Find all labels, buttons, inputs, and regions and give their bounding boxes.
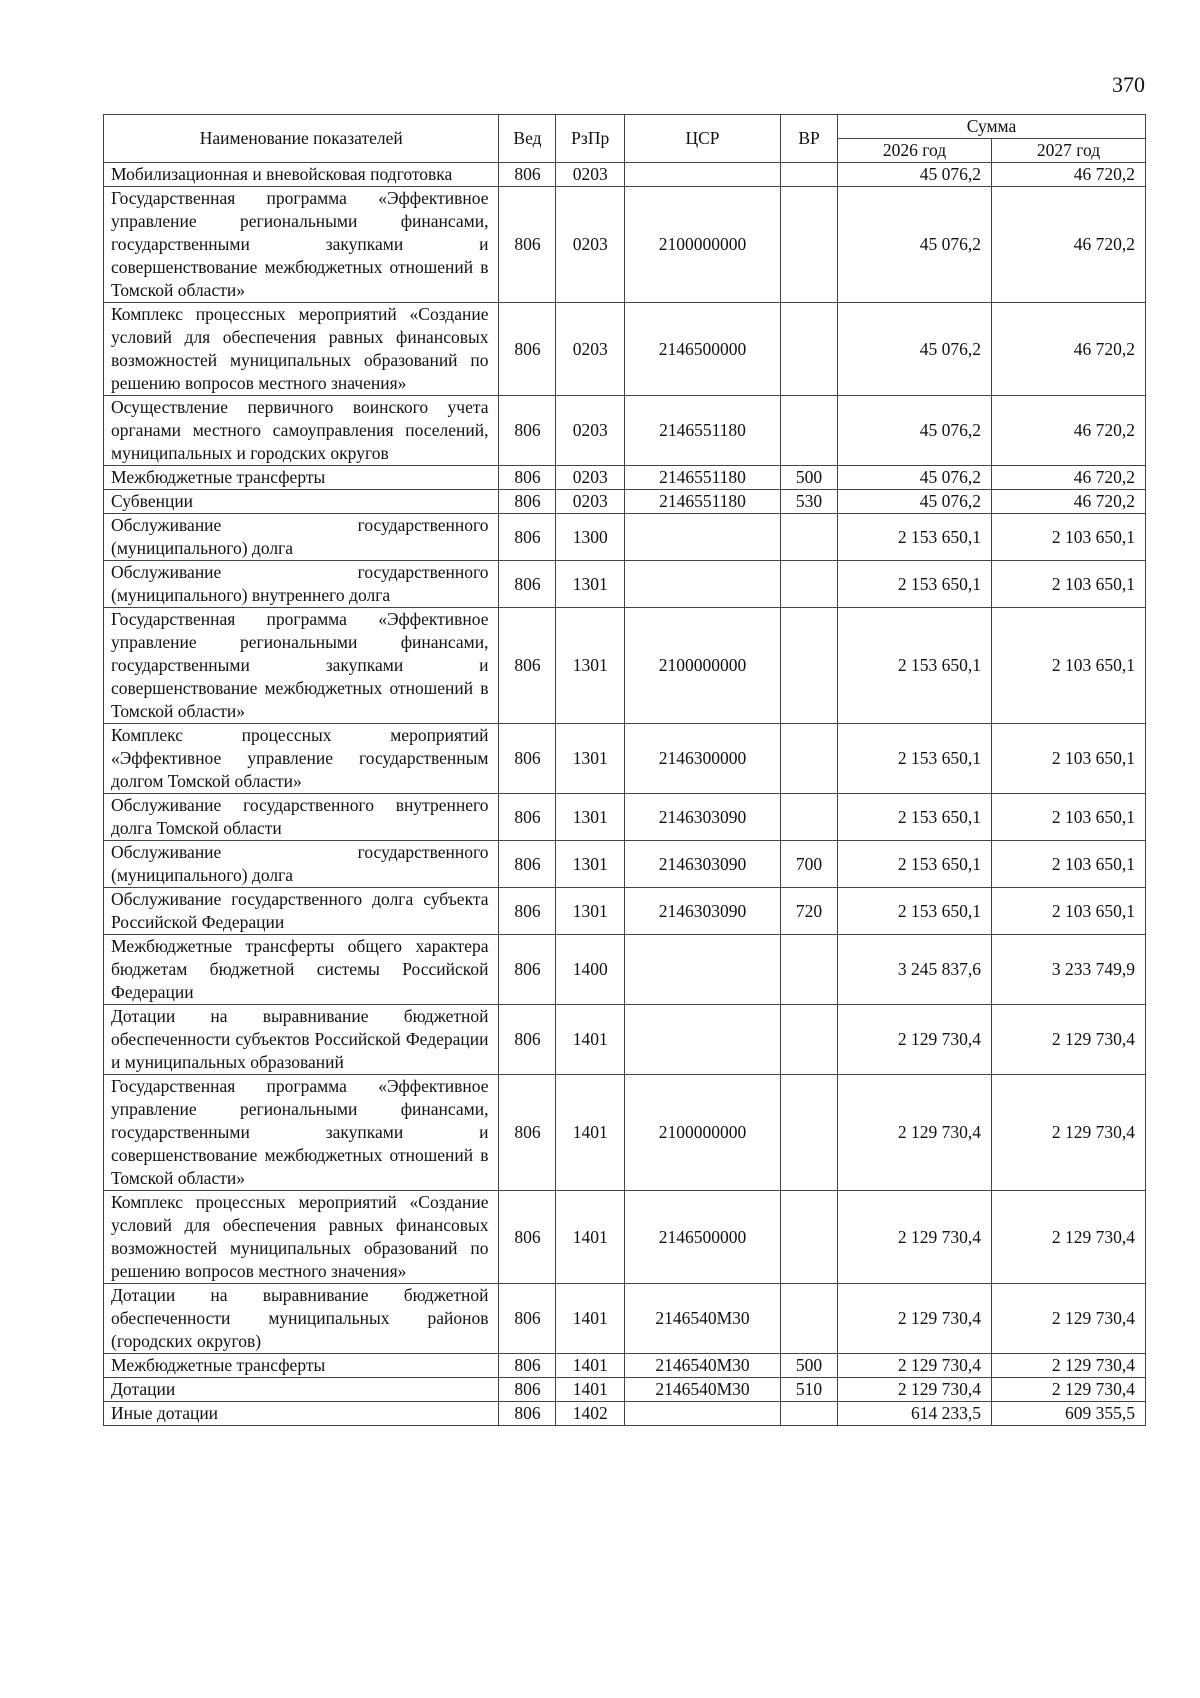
cell-rzpr: 1301 <box>556 794 625 841</box>
cell-name: Комплекс процессных мероприятий «Создание условий для обеспечения равных финансовых возможностей муниципальных образований по решению вопросов местного значения» <box>104 303 499 396</box>
table-row <box>104 1284 1146 1354</box>
cell-vr <box>781 724 838 794</box>
table-row <box>104 841 1146 888</box>
table-row <box>104 888 1146 935</box>
header-vr: ВР <box>781 115 838 163</box>
table-row <box>104 303 1146 396</box>
cell-name: Межбюджетные трансферты общего характера бюджетам бюджетной системы Российской Федерации <box>104 935 499 1005</box>
table-row <box>104 1378 1146 1402</box>
cell-sum-2027: 46 720,2 <box>991 490 1145 514</box>
cell-sum-2027: 46 720,2 <box>991 163 1145 187</box>
cell-sum-2027: 2 129 730,4 <box>991 1354 1145 1378</box>
cell-ved: 806 <box>499 396 556 466</box>
cell-ved: 806 <box>499 187 556 303</box>
table-row <box>104 466 1146 490</box>
cell-sum-2027: 2 103 650,1 <box>991 794 1145 841</box>
cell-sum-2026: 45 076,2 <box>837 466 991 490</box>
cell-name: Государственная программа «Эффективное управление региональными финансами, государственными закупками и совершенствование межбюджетных отношений в Томской области» <box>104 608 499 724</box>
cell-name: Субвенции <box>104 490 499 514</box>
cell-sum-2026: 2 153 650,1 <box>837 561 991 608</box>
cell-rzpr: 1300 <box>556 514 625 561</box>
cell-ved: 806 <box>499 1005 556 1075</box>
cell-vr <box>781 1402 838 1426</box>
cell-csr: 2146500000 <box>624 1191 780 1284</box>
cell-csr: 2146303090 <box>624 888 780 935</box>
cell-ved: 806 <box>499 794 556 841</box>
cell-rzpr: 0203 <box>556 163 625 187</box>
cell-name: Дотации на выравнивание бюджетной обеспеченности муниципальных районов (городских округов) <box>104 1284 499 1354</box>
cell-rzpr: 1301 <box>556 724 625 794</box>
table-row <box>104 1005 1146 1075</box>
cell-rzpr: 0203 <box>556 303 625 396</box>
cell-sum-2026: 2 129 730,4 <box>837 1005 991 1075</box>
cell-vr: 510 <box>781 1378 838 1402</box>
cell-ved: 806 <box>499 561 556 608</box>
cell-rzpr: 1301 <box>556 841 625 888</box>
table-row <box>104 396 1146 466</box>
table-row <box>104 163 1146 187</box>
table-row <box>104 1354 1146 1378</box>
table-row <box>104 724 1146 794</box>
cell-sum-2026: 2 129 730,4 <box>837 1284 991 1354</box>
cell-name: Обслуживание государственного (муниципального) долга <box>104 514 499 561</box>
cell-vr: 500 <box>781 1354 838 1378</box>
cell-name: Комплекс процессных мероприятий «Эффективное управление государственным долгом Томской области» <box>104 724 499 794</box>
cell-vr <box>781 561 838 608</box>
cell-sum-2026: 2 153 650,1 <box>837 608 991 724</box>
cell-sum-2026: 2 153 650,1 <box>837 514 991 561</box>
cell-csr: 2146300000 <box>624 724 780 794</box>
header-name: Наименование показателей <box>104 115 499 163</box>
cell-rzpr: 1301 <box>556 608 625 724</box>
cell-name: Государственная программа «Эффективное управление региональными финансами, государственными закупками и совершенствование межбюджетных отношений в Томской области» <box>104 1075 499 1191</box>
cell-sum-2026: 3 245 837,6 <box>837 935 991 1005</box>
cell-rzpr: 1401 <box>556 1354 625 1378</box>
cell-sum-2027: 2 129 730,4 <box>991 1005 1145 1075</box>
cell-name: Обслуживание государственного долга субъекта Российской Федерации <box>104 888 499 935</box>
cell-rzpr: 1401 <box>556 1378 625 1402</box>
cell-name: Обслуживание государственного внутреннего долга Томской области <box>104 794 499 841</box>
cell-ved: 806 <box>499 490 556 514</box>
cell-rzpr: 1301 <box>556 561 625 608</box>
cell-ved: 806 <box>499 1354 556 1378</box>
cell-name: Мобилизационная и вневойсковая подготовка <box>104 163 499 187</box>
cell-rzpr: 1402 <box>556 1402 625 1426</box>
header-ved: Вед <box>499 115 556 163</box>
cell-name: Дотации <box>104 1378 499 1402</box>
cell-rzpr: 0203 <box>556 466 625 490</box>
cell-rzpr: 0203 <box>556 490 625 514</box>
cell-rzpr: 1401 <box>556 1005 625 1075</box>
cell-sum-2027: 609 355,5 <box>991 1402 1145 1426</box>
table-row <box>104 935 1146 1005</box>
cell-ved: 806 <box>499 163 556 187</box>
cell-name: Межбюджетные трансферты <box>104 1354 499 1378</box>
cell-name: Обслуживание государственного (муниципального) долга <box>104 841 499 888</box>
table-row <box>104 1402 1146 1426</box>
cell-rzpr: 0203 <box>556 187 625 303</box>
cell-ved: 806 <box>499 841 556 888</box>
cell-sum-2026: 45 076,2 <box>837 163 991 187</box>
table-row <box>104 794 1146 841</box>
cell-csr <box>624 1005 780 1075</box>
cell-csr: 2146303090 <box>624 794 780 841</box>
cell-sum-2026: 45 076,2 <box>837 490 991 514</box>
cell-sum-2027: 2 103 650,1 <box>991 724 1145 794</box>
cell-vr: 720 <box>781 888 838 935</box>
cell-sum-2027: 2 103 650,1 <box>991 514 1145 561</box>
cell-sum-2027: 2 129 730,4 <box>991 1284 1145 1354</box>
cell-sum-2026: 2 129 730,4 <box>837 1075 991 1191</box>
cell-name: Обслуживание государственного (муниципального) внутреннего долга <box>104 561 499 608</box>
cell-vr <box>781 396 838 466</box>
cell-name: Иные дотации <box>104 1402 499 1426</box>
cell-name: Комплекс процессных мероприятий «Создание условий для обеспечения равных финансовых возможностей муниципальных образований по решению вопросов местного значения» <box>104 1191 499 1284</box>
cell-ved: 806 <box>499 514 556 561</box>
table-row <box>104 561 1146 608</box>
cell-csr: 2100000000 <box>624 608 780 724</box>
cell-ved: 806 <box>499 888 556 935</box>
cell-vr <box>781 1005 838 1075</box>
cell-sum-2026: 45 076,2 <box>837 396 991 466</box>
cell-csr <box>624 163 780 187</box>
cell-csr: 2146540М30 <box>624 1354 780 1378</box>
cell-sum-2026: 2 129 730,4 <box>837 1191 991 1284</box>
table-row <box>104 490 1146 514</box>
cell-vr <box>781 794 838 841</box>
cell-vr <box>781 1075 838 1191</box>
cell-csr: 2146303090 <box>624 841 780 888</box>
cell-ved: 806 <box>499 724 556 794</box>
cell-rzpr: 1401 <box>556 1075 625 1191</box>
cell-name: Осуществление первичного воинского учета органами местного самоуправления поселений, муниципальных и городских округов <box>104 396 499 466</box>
cell-csr: 2146551180 <box>624 466 780 490</box>
cell-csr: 2146540М30 <box>624 1378 780 1402</box>
cell-csr <box>624 561 780 608</box>
cell-ved: 806 <box>499 935 556 1005</box>
cell-sum-2027: 3 233 749,9 <box>991 935 1145 1005</box>
cell-vr <box>781 303 838 396</box>
header-sum: Сумма <box>837 115 1145 139</box>
cell-sum-2027: 46 720,2 <box>991 187 1145 303</box>
cell-ved: 806 <box>499 1075 556 1191</box>
cell-vr <box>781 1284 838 1354</box>
cell-rzpr: 1401 <box>556 1284 625 1354</box>
header-year-2026: 2026 год <box>837 139 991 163</box>
cell-sum-2026: 2 153 650,1 <box>837 724 991 794</box>
cell-vr: 530 <box>781 490 838 514</box>
cell-sum-2027: 2 103 650,1 <box>991 841 1145 888</box>
cell-csr: 2146551180 <box>624 490 780 514</box>
cell-sum-2026: 2 153 650,1 <box>837 888 991 935</box>
table-row <box>104 514 1146 561</box>
cell-sum-2027: 2 129 730,4 <box>991 1378 1145 1402</box>
cell-rzpr: 1301 <box>556 888 625 935</box>
cell-vr <box>781 163 838 187</box>
cell-csr <box>624 1402 780 1426</box>
cell-rzpr: 0203 <box>556 396 625 466</box>
table-header <box>104 115 1146 163</box>
table-row <box>104 608 1146 724</box>
cell-name: Межбюджетные трансферты <box>104 466 499 490</box>
cell-ved: 806 <box>499 1284 556 1354</box>
cell-sum-2027: 2 129 730,4 <box>991 1075 1145 1191</box>
budget-table <box>103 114 1146 1426</box>
header-year-2027: 2027 год <box>991 139 1145 163</box>
cell-ved: 806 <box>499 608 556 724</box>
cell-vr <box>781 935 838 1005</box>
cell-ved: 806 <box>499 303 556 396</box>
cell-ved: 806 <box>499 1191 556 1284</box>
cell-rzpr: 1401 <box>556 1191 625 1284</box>
cell-name: Государственная программа «Эффективное управление региональными финансами, государственными закупками и совершенствование межбюджетных отношений в Томской области» <box>104 187 499 303</box>
cell-csr: 2100000000 <box>624 1075 780 1191</box>
header-csr: ЦСР <box>624 115 780 163</box>
table-row <box>104 1075 1146 1191</box>
cell-sum-2027: 46 720,2 <box>991 396 1145 466</box>
cell-sum-2027: 46 720,2 <box>991 303 1145 396</box>
cell-ved: 806 <box>499 1402 556 1426</box>
table-body <box>104 163 1146 1426</box>
table-row <box>104 1191 1146 1284</box>
cell-csr: 2146500000 <box>624 303 780 396</box>
cell-csr: 2100000000 <box>624 187 780 303</box>
cell-sum-2027: 2 103 650,1 <box>991 561 1145 608</box>
cell-csr: 2146540М30 <box>624 1284 780 1354</box>
cell-vr <box>781 608 838 724</box>
cell-ved: 806 <box>499 466 556 490</box>
cell-csr <box>624 935 780 1005</box>
cell-sum-2026: 2 129 730,4 <box>837 1378 991 1402</box>
cell-sum-2027: 2 103 650,1 <box>991 888 1145 935</box>
page-number: 370 <box>1112 72 1145 97</box>
cell-sum-2026: 2 153 650,1 <box>837 794 991 841</box>
cell-vr: 700 <box>781 841 838 888</box>
cell-name: Дотации на выравнивание бюджетной обеспеченности субъектов Российской Федерации и муниципальных образований <box>104 1005 499 1075</box>
cell-csr <box>624 514 780 561</box>
cell-sum-2026: 2 153 650,1 <box>837 841 991 888</box>
cell-sum-2026: 2 129 730,4 <box>837 1354 991 1378</box>
cell-ved: 806 <box>499 1378 556 1402</box>
cell-sum-2027: 2 103 650,1 <box>991 608 1145 724</box>
cell-sum-2026: 614 233,5 <box>837 1402 991 1426</box>
cell-vr <box>781 187 838 303</box>
table-row <box>104 187 1146 303</box>
cell-sum-2026: 45 076,2 <box>837 303 991 396</box>
cell-rzpr: 1400 <box>556 935 625 1005</box>
cell-csr: 2146551180 <box>624 396 780 466</box>
cell-vr <box>781 514 838 561</box>
cell-vr <box>781 1191 838 1284</box>
header-rzpr: РзПр <box>556 115 625 163</box>
cell-sum-2026: 45 076,2 <box>837 187 991 303</box>
cell-sum-2027: 2 129 730,4 <box>991 1191 1145 1284</box>
cell-sum-2027: 46 720,2 <box>991 466 1145 490</box>
cell-vr: 500 <box>781 466 838 490</box>
